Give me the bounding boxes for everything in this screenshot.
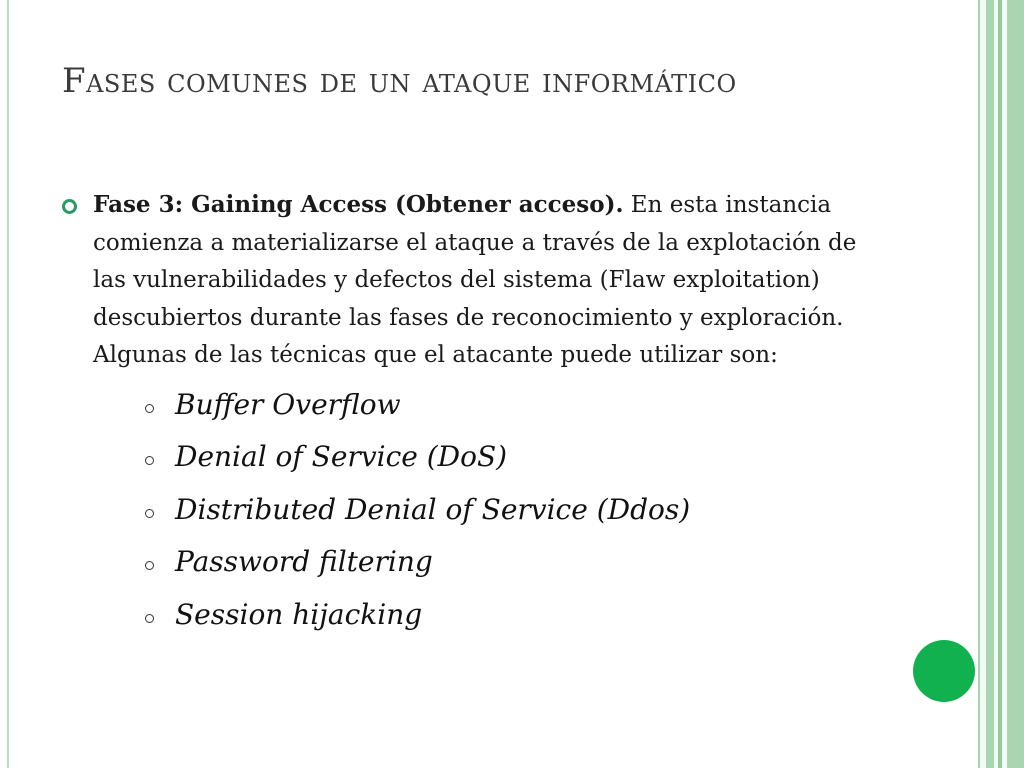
list-item [62, 431, 882, 484]
technique-label: Password filtering [175, 545, 433, 578]
main-paragraph [62, 186, 882, 375]
technique-label: Distributed Denial of Service (Ddos) [175, 492, 691, 526]
small-circle-bullet-icon [145, 404, 154, 413]
list-item [62, 379, 882, 432]
technique-label: Buffer Overflow [175, 387, 401, 421]
small-circle-bullet-icon [145, 614, 154, 623]
technique-label: Session hijacking [175, 597, 423, 631]
phase-description: En esta instancia comienza a materializarse el ataque a través de la explotación de las vulnerabilidades y defectos del sistema (Flaw exploitation) descubiertos durante las fases de reconocimiento y exploración. Algunas de las técnicas que el atacante puede utilizar son: [93, 192, 857, 368]
small-circle-bullet-icon [145, 456, 154, 465]
left-border-stripe [0, 0, 9, 768]
small-circle-bullet-icon [145, 509, 154, 518]
list-item [62, 589, 882, 642]
list-item [62, 536, 882, 589]
slide-content [62, 186, 882, 641]
green-circle-decoration [913, 640, 975, 702]
phase-heading: Fase 3: Gaining Access (Obtener acceso). [93, 191, 624, 218]
ring-bullet-icon [62, 199, 77, 214]
technique-label: Denial of Service (DoS) [175, 440, 508, 473]
right-decorative-band [986, 0, 994, 768]
slide-title: Fases comunes de un ataque informático [62, 61, 737, 101]
list-item [62, 484, 882, 537]
small-circle-bullet-icon [145, 561, 154, 570]
techniques-list [62, 379, 882, 642]
right-decorative-band [1007, 0, 1024, 768]
